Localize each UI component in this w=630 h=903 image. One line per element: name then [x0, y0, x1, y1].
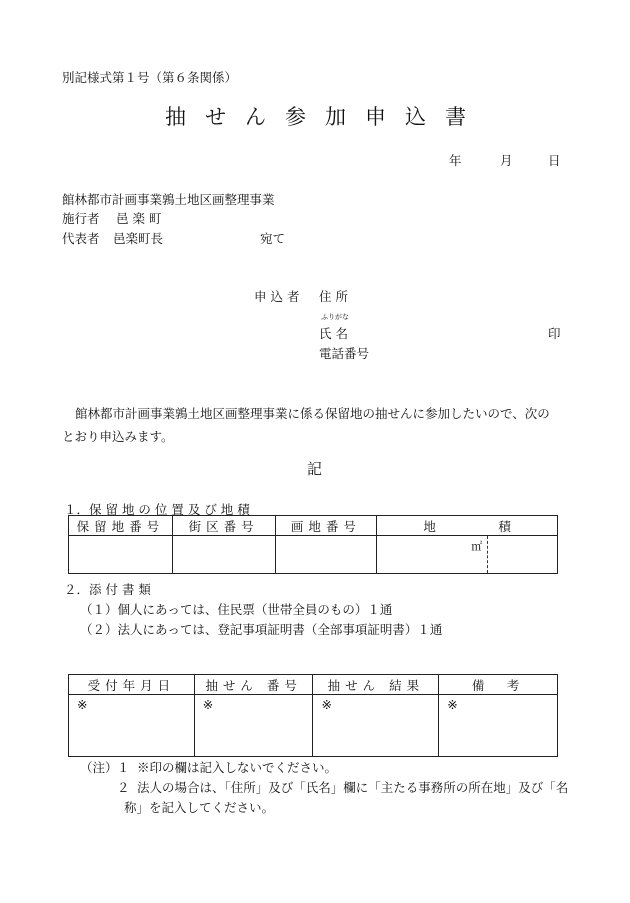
page-title: 抽せん参加申込書 [165, 105, 485, 129]
received-date-cell [69, 695, 195, 757]
table-header-row [69, 675, 558, 695]
block-number-cell[interactable] [172, 536, 275, 574]
applicant-label: 申 込 者 [254, 289, 300, 304]
note-1-number: １ [117, 760, 130, 775]
header-remarks: 備 考 [439, 675, 558, 695]
lottery-result-cell [313, 695, 439, 757]
date-month: 月 [500, 153, 513, 168]
decimal-divider [487, 536, 488, 573]
note-1: ※印の欄は記入しないでください。 [137, 760, 338, 775]
lot-number-cell[interactable] [275, 536, 377, 574]
header-lottery-result: 抽せん 結果 [313, 675, 439, 695]
address-label: 住 所 [319, 289, 348, 304]
honorific: 宛て [260, 231, 286, 246]
header-lottery-number: 抽せん 番号 [194, 675, 313, 695]
reserve-number-cell[interactable] [69, 536, 173, 574]
header-lot-number: 画地番号 [275, 516, 377, 536]
attachment-item-2: （２）法人にあっては、登記事項証明書（全部事項証明書）１通 [80, 622, 443, 637]
office-mark: ※ [321, 697, 332, 712]
area-cell[interactable] [377, 536, 558, 574]
addressee-line2-label: 施行者 [62, 211, 100, 226]
section1-title: １．保 留 地 の 位 置 及 び 地 積 [64, 502, 250, 517]
lottery-number-cell [194, 695, 313, 757]
addressee-line1: 館林都市計画事業鶉土地区画整理事業 [62, 192, 275, 207]
office-mark: ※ [77, 697, 88, 712]
table-row [69, 695, 558, 757]
seal-mark: 印 [548, 326, 561, 341]
date-day: 日 [548, 153, 561, 168]
note-2-line2: 称」を記入してください。 [124, 800, 275, 815]
header-block-number: 街区番号 [172, 516, 275, 536]
phone-label: 電話番号 [319, 346, 370, 361]
furigana-label: ふりがな [321, 313, 349, 321]
area-unit: ㎡ [471, 540, 483, 553]
reserve-land-table [68, 515, 558, 574]
table-header-row [69, 516, 558, 536]
body-paragraph: 館林都市計画事業鶉土地区画整理事業に係る保留地の抽せんに参加したいので、次のとおり申込みます。 [62, 406, 550, 444]
office-mark: ※ [447, 697, 458, 712]
note-2-line1: 法人の場合は、「住所」及び「氏名」欄に「主たる事務所の所在地」及び「名 [137, 780, 569, 795]
table-row [69, 536, 558, 574]
addressee-line2-value: 邑 楽 町 [116, 211, 162, 226]
addressee-line3-value: 邑楽町長 [113, 231, 164, 246]
notes-label: （注） [80, 760, 118, 775]
name-label: 氏 名 [319, 326, 348, 341]
attachment-item-1: （１）個人にあっては、住民票（世帯全員のもの）１通 [80, 602, 393, 617]
date-year: 年 [449, 153, 462, 168]
header-received-date: 受付年月日 [69, 675, 195, 695]
section2-title: ２．添 付 書 類 [64, 582, 151, 597]
remarks-cell [439, 695, 558, 757]
header-area: 地 積 [377, 516, 558, 536]
addressee-line3-label: 代表者 [62, 231, 100, 246]
ki-heading: 記 [307, 460, 323, 478]
office-mark: ※ [202, 697, 214, 712]
header-reserve-number: 保留地番号 [69, 516, 173, 536]
office-use-table [68, 674, 558, 757]
note-2-number: ２ [117, 780, 130, 795]
form-number: 別記様式第１号（第６条関係） [62, 70, 238, 85]
